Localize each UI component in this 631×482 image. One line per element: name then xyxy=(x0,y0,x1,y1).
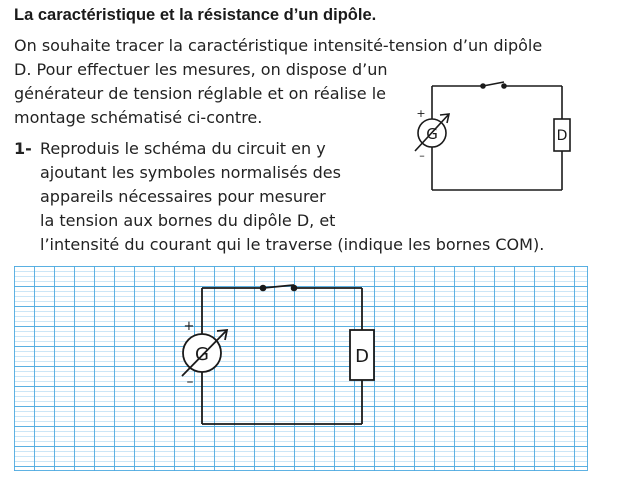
circuit-diagram-grid xyxy=(170,280,380,430)
dipole-label: D xyxy=(355,346,369,367)
intro-line-2: D. Pour effectuer les mesures, on dispose d’un xyxy=(14,60,388,79)
circuit-diagram-small xyxy=(400,70,580,200)
plus-sign: + xyxy=(183,319,195,334)
intro-line-1: On souhaite tracer la caractéristique intensité-tension d’un dipôle xyxy=(14,36,543,55)
minus-sign: – xyxy=(186,374,194,390)
minus-sign: – xyxy=(419,149,425,162)
question-line-5: l’intensité du courant qui le traverse (indique les bornes COM). xyxy=(40,235,545,254)
generator-label: G xyxy=(426,125,438,143)
switch-lever xyxy=(263,285,294,288)
intro-line-4: montage schématisé ci-contre. xyxy=(14,108,263,127)
question-number: 1- xyxy=(14,139,32,158)
exercise-title: La caractéristique et la résistance d’un dipôle. xyxy=(14,6,377,24)
generator-label: G xyxy=(195,344,209,365)
switch-contact-left xyxy=(260,285,267,292)
question-line-1: Reproduis le schéma du circuit en y xyxy=(40,139,326,158)
switch-lever xyxy=(483,82,504,86)
intro-line-3: générateur de tension réglable et on réalise le xyxy=(14,84,386,103)
question-line-2: ajoutant les symboles normalisés des xyxy=(40,163,341,182)
dipole-label: D xyxy=(556,128,568,144)
question-line-3: appareils nécessaires pour mesurer xyxy=(40,187,326,206)
question-line-4: la tension aux bornes du dipôle D, et xyxy=(40,211,336,230)
switch-contact-right xyxy=(501,83,507,89)
switch-contact-right xyxy=(291,285,298,292)
switch-contact-left xyxy=(480,83,486,89)
plus-sign: + xyxy=(416,107,426,120)
